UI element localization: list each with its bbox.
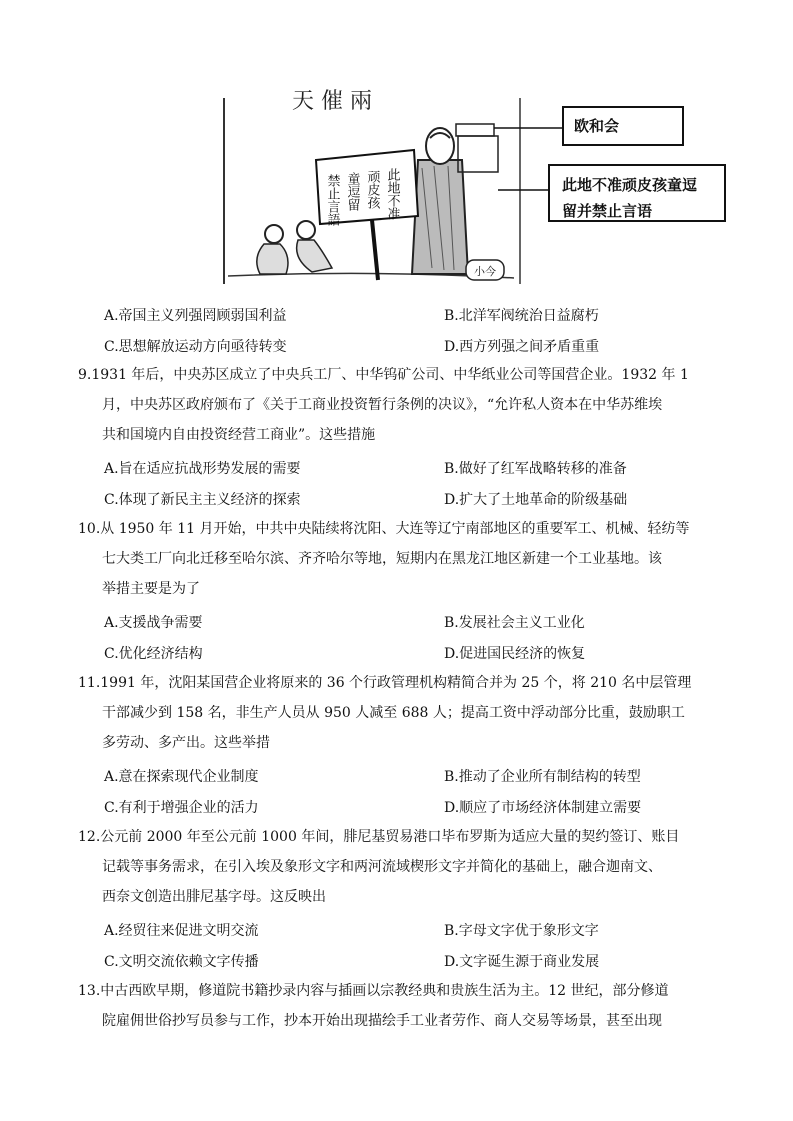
q8-option-c: C.思想解放运动方向亟待转变 [104,339,287,355]
q9-line-1: 9.1931 年后，中央苏区成立了中央兵工厂、中华钨矿公司、中华纸业公司等国营企业。1932 年 1 [78,367,689,383]
q10-line-1: 10.从 1950 年 11 月开始，中共中央陆续将沈阳、大连等辽宁南部地区的重要军工、机械、轻纺等 [78,521,690,537]
sign-column-2: 顽皮孩 [364,170,380,209]
q10-option-d: D.促进国民经济的恢复 [444,646,586,662]
q9-option-b: B.做好了红军战略转移的准备 [444,461,627,477]
q11-option-d: D.顺应了市场经济体制建立需要 [444,800,642,816]
q8-option-b: B.北洋军阀统治日益腐朽 [444,308,599,324]
sign-column-3: 童逗留 [344,172,360,211]
q9-option-c: C.体现了新民主主义经济的探索 [104,492,301,508]
q11-option-a: A.意在探索现代企业制度 [104,769,259,785]
callout-paris-conference [562,106,684,146]
q11-option-c: C.有利于增强企业的活力 [104,800,259,816]
q13-line-1: 13.中古西欧早期，修道院书籍抄录内容与插画以宗教经典和贵族生活为主。12 世纪，部分修道 [78,983,669,999]
sign-column-1: 此地不准 [384,168,400,220]
q11-line-1: 11.1991 年，沈阳某国营企业将原来的 36 个行政管理机构精简合并为 25 个，将 210 名中层管理 [78,675,692,691]
q8-option-d: D.西方列强之间矛盾重重 [444,339,600,355]
q12-option-c: C.文明交流依赖文字传播 [104,954,259,970]
cartoon-illustration [222,88,742,288]
q10-line-3: 举措主要是为了 [102,581,200,597]
q8-option-a: A.帝国主义列强罔顾弱国利益 [104,308,287,324]
q12-option-a: A.经贸往来促进文明交流 [104,923,259,939]
q11-option-b: B.推动了企业所有制结构的转型 [444,769,641,785]
q12-option-d: D.文字诞生源于商业发展 [444,954,600,970]
q12-stem [78,822,728,912]
q9-stem [78,360,728,450]
callout-sign-translation [548,164,726,222]
q13-line-2: 院雇佣世俗抄写员参与工作，抄本开始出现描绘手工业者劳作、商人交易等场景，甚至出现 [102,1013,662,1029]
q9-line-3: 共和国境内自由投资经营工商业”。这些措施 [102,427,376,443]
sign-column-4: 禁止言語 [324,174,340,226]
cartoon-top-fragment: 天 催 兩 [292,89,372,114]
q13-stem [78,976,728,1036]
q12-line-3: 西奈文创造出腓尼基字母。这反映出 [102,889,326,905]
q11-stem [78,668,728,758]
q11-line-2: 干部减少到 158 名，非生产人员从 950 人减至 688 人；提高工资中浮动部分比重，鼓励职工 [102,705,685,721]
q9-option-d: D.扩大了土地革命的阶级基础 [444,492,628,508]
callout-paris-conference-text: 欧和会 [574,117,620,135]
q12-line-2: 记载等事务需求，在引入埃及象形文字和两河流域楔形文字并简化的基础上，融合迦南文、 [102,859,662,875]
svg-text:小今: 小今 [474,265,496,278]
q11-line-3: 多劳动、多产出。这些举措 [102,735,270,751]
q12-line-1: 12.公元前 2000 年至公元前 1000 年间，腓尼基贸易港口毕布罗斯为适应大量的契约签订、账目 [78,829,680,845]
q10-option-b: B.发展社会主义工业化 [444,615,585,631]
callout-sign-translation-text: 此地不准顽皮孩童逗 留并禁止言语 [562,176,698,220]
q12-option-b: B.字母文字优于象形文字 [444,923,599,939]
q9-line-2: 月，中央苏区政府颁布了《关于工商业投资暂行条例的决议》，“允许私人资本在中华苏维埃 [102,397,663,413]
q10-stem [78,514,728,604]
q10-line-2: 七大类工厂向北迁移至哈尔滨、齐齐哈尔等地，短期内在黑龙江地区新建一个工业基地。该 [102,551,662,567]
q10-option-c: C.优化经济结构 [104,646,203,662]
q10-option-a: A.支援战争需要 [104,615,203,631]
q9-option-a: A.旨在适应抗战形势发展的需要 [104,461,301,477]
